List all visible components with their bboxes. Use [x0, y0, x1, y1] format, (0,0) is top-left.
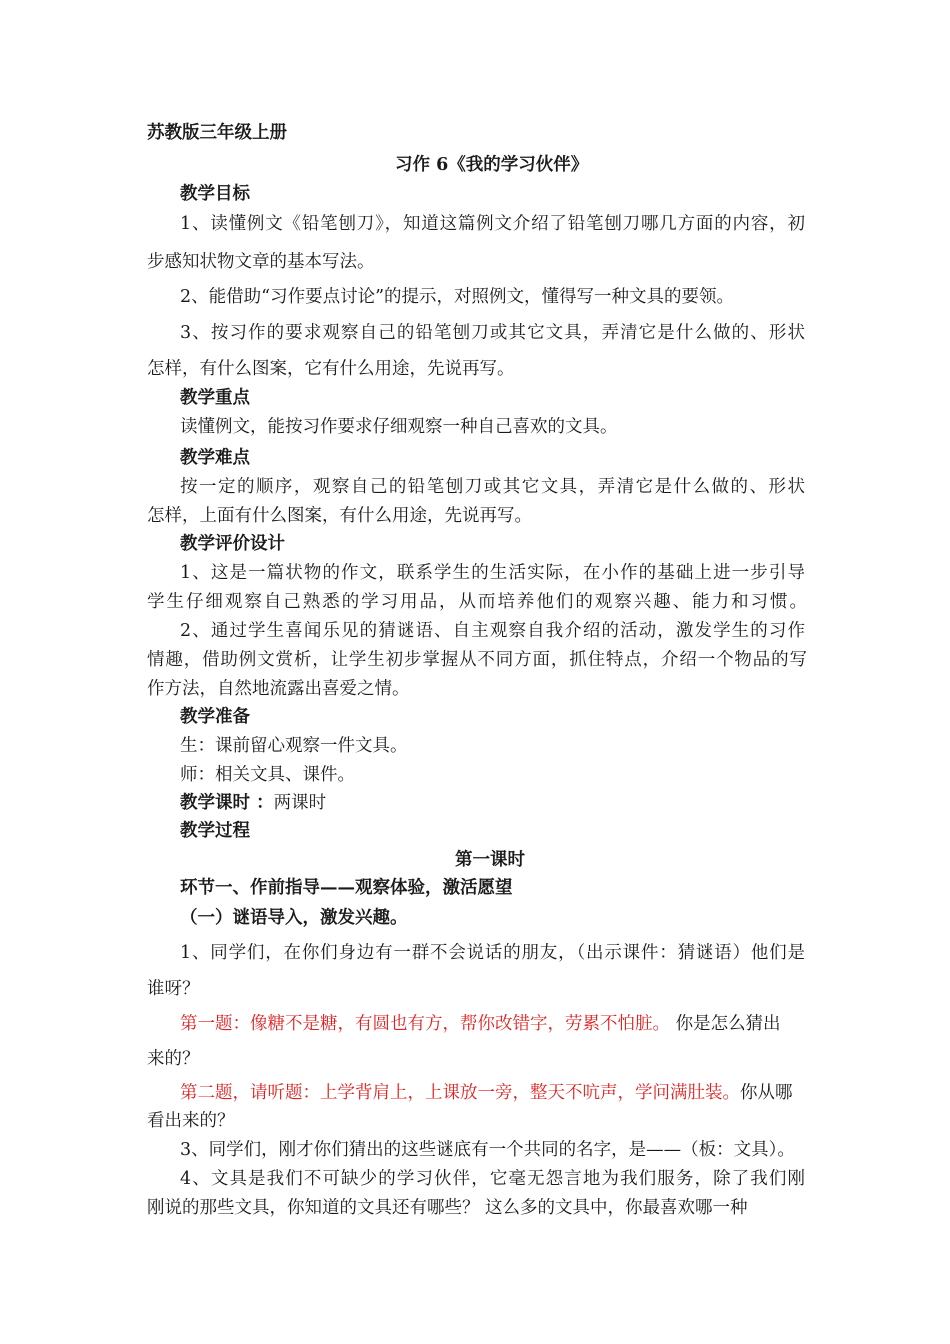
goal-3-line-a: 3、按习作的要求观察自己的铅笔刨刀或其它文具，弄清它是什么做的、形状: [180, 323, 805, 343]
paragraph-1-line-b: 谁呀？: [147, 979, 200, 999]
paragraph-1-line-a: 1、同学们，在你们身边有一群不会说话的朋友，（出示课件：猜谜语）他们是: [180, 943, 805, 963]
evaluation-2-line-a: 2、通过学生喜闻乐见的猜谜语、自主观察自我介绍的活动，激发学生的习作: [180, 621, 805, 641]
evaluation-2-line-c: 作方法，自然地流露出喜爱之情。: [147, 679, 410, 699]
riddle-2: [180, 1082, 793, 1104]
key-points-text: 读懂例文，能按习作要求仔细观察一种自己喜欢的文具。: [180, 417, 618, 437]
riddle-1: [180, 1013, 781, 1035]
goals-heading: 教学目标: [180, 184, 250, 204]
riddle-1-line-b: 来的？: [147, 1049, 200, 1069]
evaluation-1-line-a: 1、这是一篇状物的作文，联系学生的生活实际，在小作的基础上进一步引导: [180, 563, 805, 583]
goal-1-line-a: 1、读懂例文《铅笔刨刀》，知道这篇例文介绍了铅笔刨刀哪几方面的内容，初: [180, 214, 805, 234]
goal-2: 2、能借助“习作要点讨论”的提示，对照例文，懂得写一种文具的要领。: [180, 287, 735, 307]
lesson-hours-label: 教学课时 ：: [180, 793, 274, 813]
lesson-one-title: 第一课时: [455, 850, 525, 870]
grade-label: 苏教版三年级上册: [147, 123, 287, 143]
goal-3-line-b: 怎样，有什么图案，它有什么用途，先说再写。: [147, 359, 515, 379]
paragraph-4-line-a: 4、文具是我们不可缺少的学习伙伴，它毫无怨言地为我们服务，除了我们刚: [180, 1169, 805, 1189]
riddle-2-question: 第二题，请听题：上学背肩上，上课放一旁，整天不吭声，学问满肚装。: [180, 1083, 740, 1103]
paragraph-3: 3、同学们，刚才你们猜出的这些谜底有一个共同的名字，是——（板：文具）。: [180, 1140, 795, 1160]
step-one-heading: （一）谜语导入，激发兴趣。: [180, 908, 408, 928]
preparation-student: 生：课前留心观察一件文具。: [180, 736, 408, 756]
riddle-1-prompt: 你是怎么猜出: [670, 1014, 781, 1034]
evaluation-2-line-b: 情趣，借助例文赏析，让学生初步掌握从不同方面，抓住特点，介绍一个物品的写: [147, 650, 807, 670]
riddle-2-prompt: 你从哪: [740, 1083, 793, 1103]
paragraph-4-line-b: 刚说的那些文具，你知道的文具还有哪些？ 这么多的文具中，你最喜欢哪一种: [147, 1198, 748, 1218]
goal-1-line-b: 步感知状物文章的基本写法。: [147, 252, 375, 272]
evaluation-1-line-b: 学生仔细观察自己熟悉的学习用品，从而培养他们的观察兴趣、能力和习惯。: [147, 592, 807, 612]
riddle-1-question: 第一题：像糖不是糖，有圆也有方，帮你改错字，劳累不怕脏。: [180, 1014, 670, 1034]
preparation-teacher: 师：相关文具、课件。: [180, 765, 355, 785]
lesson-hours: [180, 792, 326, 814]
page-title: 习作 6《我的学习伙伴》: [395, 155, 589, 175]
key-points-heading: 教学重点: [180, 388, 250, 408]
process-heading: 教学过程: [180, 821, 250, 841]
difficulties-line-b: 怎样，上面有什么图案，有什么用途，先说再写。: [147, 506, 532, 526]
lesson-hours-value: 两课时: [273, 793, 327, 813]
stage-one-heading: 环节一、作前指导——观察体验，激活愿望: [180, 878, 513, 898]
difficulties-line-a: 按一定的顺序，观察自己的铅笔刨刀或其它文具，弄清它是什么做的、形状: [180, 477, 805, 497]
evaluation-heading: 教学评价设计: [180, 534, 285, 554]
riddle-2-line-b: 看出来的？: [147, 1111, 235, 1131]
difficulties-heading: 教学难点: [180, 448, 250, 468]
preparation-heading: 教学准备: [180, 707, 250, 727]
